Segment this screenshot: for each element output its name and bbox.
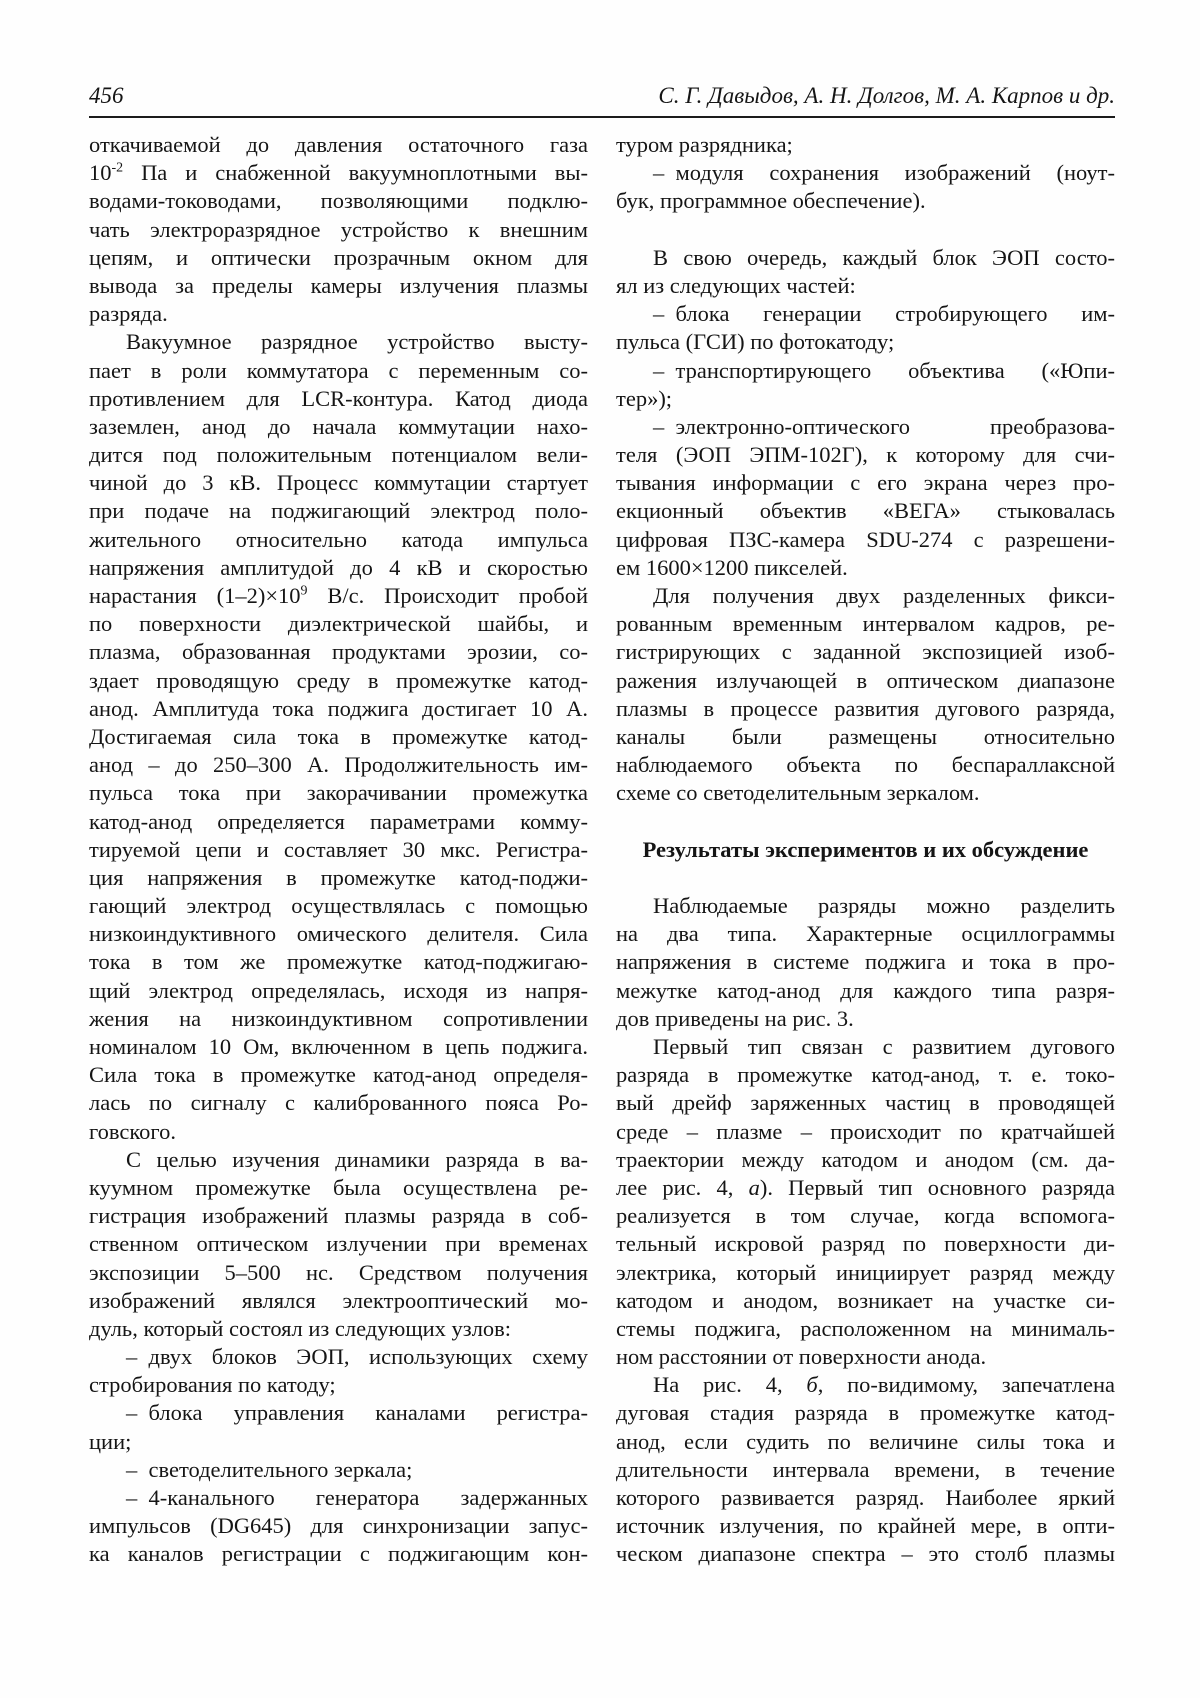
text-columns <box>89 131 1115 1569</box>
text-line: лее рис. 4, а). Первый тип основного разряда <box>616 1174 1115 1200</box>
text-line: наблюдаемого объекта по беспараллаксной <box>616 752 1115 778</box>
text-line: электрика, который инициирует разряд между <box>616 1259 1115 1285</box>
text-line: – блока управления каналами регистра- <box>126 1400 588 1426</box>
text-line: – электронно-оптического преобразова- <box>653 413 1115 439</box>
line-spacer <box>616 808 1115 836</box>
text-line: чиной до 3 кВ. Процесс коммутации стартует <box>89 470 588 496</box>
text-line: анод – до 250–300 А. Продолжительность им- <box>89 752 588 778</box>
text-line: ции; <box>89 1428 132 1454</box>
header-rule <box>89 116 1115 118</box>
text-line: каналы были размещены относительно <box>616 723 1115 749</box>
text-line: импульсов (DG645) для синхронизации запус- <box>89 1513 588 1539</box>
text-line: плазмы в процессе развития дугового разряда, <box>616 695 1115 721</box>
text-line: – транспортирующего объектива («Юпи- <box>653 357 1115 383</box>
text-line: тока в том же промежутке катод-поджигаю- <box>89 949 588 975</box>
text-line: говского. <box>89 1118 176 1144</box>
text-line: гистрация изображений плазмы разряда в соб- <box>89 1203 588 1229</box>
text-line: тельный искровой разряд по поверхности ди- <box>616 1231 1115 1257</box>
text-line: гающий электрод осуществлялась с помощью <box>89 893 588 919</box>
text-line: ция напряжения в промежутке катод-поджи- <box>89 864 588 890</box>
text-line: бук, программное обеспечение). <box>616 188 926 214</box>
text-line: жения на низкоиндуктивном сопротивлении <box>89 1005 588 1031</box>
text-line: Первый тип связан с развитием дугового <box>653 1034 1115 1059</box>
text-line: откачиваемой до давления остаточного газа <box>89 132 588 157</box>
text-line: схеме со светоделительным зеркалом. <box>616 780 980 806</box>
text-line: пульса (ГСИ) по фотокатоду; <box>616 329 895 355</box>
text-line: – модуля сохранения изображений (ноут- <box>653 160 1115 186</box>
text-line: здает проводящую среду в промежутке катод- <box>89 667 588 693</box>
text-line: источник излучения, по крайней мере, в опти- <box>616 1513 1115 1539</box>
text-line: номиналом 10 Ом, включенном в цепь поджига. <box>89 1034 588 1059</box>
text-line: вывода за пределы камеры излучения плазмы <box>89 272 588 298</box>
text-line: В свою очередь, каждый блок ЭОП состо- <box>653 244 1115 270</box>
text-line: жительного относительно катода импульса <box>89 526 588 552</box>
text-line: лась по сигналу с калиброванного пояса Ро- <box>89 1090 588 1116</box>
text-line: водами-тоководами, позволяющими подклю- <box>89 188 588 214</box>
text-line: которого развивается разряд. Наиболее яркий <box>616 1485 1115 1510</box>
text-line: ражения излучающей в оптическом диапазоне <box>616 667 1115 693</box>
text-line: ка каналов регистрации с поджигающим кон- <box>89 1541 588 1567</box>
text-line: при подаче на поджигающий электрод поло- <box>89 498 588 524</box>
running-header <box>89 82 1115 109</box>
text-line: ственном оптическом излучении при временах <box>89 1231 588 1257</box>
text-line: туром разрядника; <box>616 132 793 157</box>
text-line: – светоделительного зеркала; <box>126 1456 413 1482</box>
page-number: 456 <box>89 83 124 108</box>
text-line: катод-анод определяется параметрами комму- <box>89 808 588 834</box>
text-line: анод. Амплитуда тока поджига достигает 10 А. <box>89 695 588 721</box>
text-line: чать электроразрядное устройство к внешним <box>89 216 588 242</box>
text-line: дуговая стадия разряда в промежутке катод- <box>616 1400 1115 1426</box>
text-line: заземлен, анод до начала коммутации нахо- <box>89 413 588 439</box>
text-line: тируемой цепи и составляет 30 мкс. Регистра- <box>89 836 588 862</box>
section-heading: Результаты экспериментов и их обсуждение <box>642 836 1089 862</box>
line-spacer <box>616 216 1115 244</box>
text-line: – двух блоков ЭОП, использующих схему <box>126 1344 588 1370</box>
text-line: тывания информации с его экрана через про- <box>616 470 1115 496</box>
text-line: дов приведены на рис. 3. <box>616 1005 854 1031</box>
text-line: стемы поджига, расположенном на минималь- <box>616 1315 1115 1341</box>
text-line: межутке катод-анод для каждого типа разря- <box>616 977 1115 1003</box>
text-line: щий электрод определялась, исходя из напря- <box>89 977 588 1003</box>
authors-header: С. Г. Давыдов, А. Н. Долгов, М. А. Карпов и др. <box>658 83 1115 108</box>
text-line: нарастания $(1-2)\times 10^9$ В/с. Происходит пробой <box>89 583 588 608</box>
text-line: пульса тока при закорачивании промежутка <box>89 780 588 806</box>
text-line: – 4-канального генератора задержанных <box>126 1485 588 1510</box>
text-line: траектории между катодом и анодом (см. да- <box>616 1146 1115 1172</box>
text-line: вый дрейф заряженных частиц в проводящей <box>616 1090 1115 1116</box>
text-line: куумном промежутке была осуществлена ре- <box>89 1174 588 1200</box>
text-line: Наблюдаемые разряды можно разделить <box>653 893 1115 919</box>
text-line: катодом и анодом, возникает на участке си- <box>616 1287 1115 1313</box>
text-line: изображений являлся электрооптический мо- <box>89 1287 588 1313</box>
text-line: цепям, и оптически прозрачным окном для <box>89 244 588 270</box>
text-line: $10^{-2}$ Па и снабженной вакуумноплотными вы- <box>89 160 588 186</box>
text-line: цифровая ПЗС-камера SDU-274 с разрешени- <box>616 526 1115 552</box>
text-line: ческом диапазоне спектра – это столб плазмы <box>616 1541 1115 1567</box>
text-line: екционный объектив «ВЕГА» стыковалась <box>616 498 1115 524</box>
text-line: рованным временным интервалом кадров, ре- <box>616 611 1115 637</box>
text-line: разряда в промежутке катод-анод, т. е. токо- <box>616 1062 1115 1088</box>
text-line: ном расстоянии от поверхности анода. <box>616 1344 987 1370</box>
text-line: дится под положительным потенциалом вели- <box>89 442 588 468</box>
text-line: На рис. 4, б, по-видимому, запечатлена <box>653 1372 1116 1398</box>
text-line: плазма, образованная продуктами эрозии, со- <box>89 639 588 665</box>
text-line: Для получения двух разделенных фикси- <box>653 583 1115 608</box>
text-line: гистрирующих с заданной экспозицией изоб- <box>616 639 1115 665</box>
text-line: тер»); <box>616 385 673 411</box>
text-line: разряда. <box>89 301 168 327</box>
text-line: реализуется в том случае, когда вспомога- <box>616 1203 1115 1229</box>
text-line: ем 1600×1200 пикселей. <box>616 554 848 580</box>
text-line: Вакуумное разрядное устройство высту- <box>126 329 588 355</box>
text-line: длительности интервала времени, в течение <box>616 1456 1115 1482</box>
text-line: напряжения амплитудой до 4 кВ и скоростью <box>89 554 588 580</box>
column-left <box>89 131 588 1569</box>
text-line: теля (ЭОП ЭПМ-102Г), к которому для счи- <box>616 442 1115 468</box>
text-line: Сила тока в промежутке катод-анод определя- <box>89 1062 588 1088</box>
text-line: анод, если судить по величине силы тока и <box>616 1428 1115 1454</box>
text-line: на два типа. Характерные осциллограммы <box>616 921 1115 947</box>
text-line: среде – плазме – происходит по кратчайшей <box>616 1118 1115 1144</box>
text-line: противлением для LCR-контура. Катод диода <box>89 385 588 411</box>
text-line: С целью изучения динамики разряда в ва- <box>126 1146 588 1172</box>
line-spacer <box>616 864 1115 892</box>
text-line: низкоиндуктивного омического делителя. Сила <box>89 921 588 947</box>
column-right <box>616 131 1115 1569</box>
text-line: стробирования по катоду; <box>89 1372 336 1398</box>
text-line: напряжения в системе поджига и тока в про- <box>616 949 1115 975</box>
text-line: – блока генерации стробирующего им- <box>653 301 1115 327</box>
text-line: Достигаемая сила тока в промежутке катод- <box>89 723 588 749</box>
text-line: дуль, который состоял из следующих узлов: <box>89 1315 512 1341</box>
text-line: ял из следующих частей: <box>616 272 856 298</box>
text-line: пает в роли коммутатора с переменным со- <box>89 357 588 383</box>
text-line: экспозиции 5–500 нс. Средством получения <box>89 1259 588 1285</box>
text-line: по поверхности диэлектрической шайбы, и <box>89 611 588 637</box>
